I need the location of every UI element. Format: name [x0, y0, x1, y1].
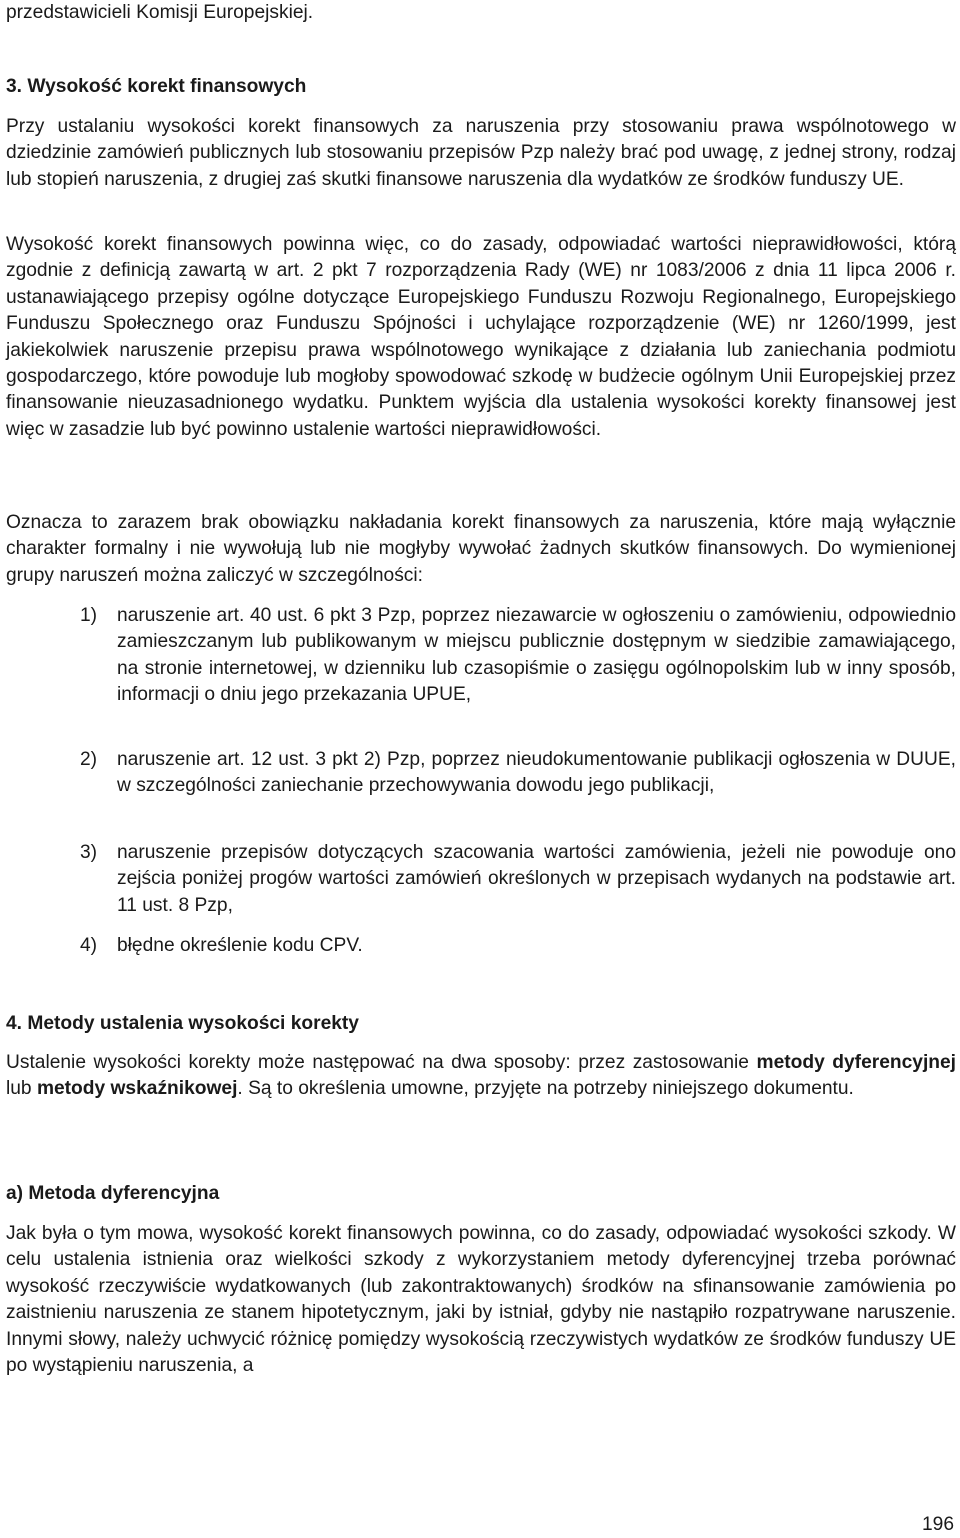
list-item-number: 1) — [80, 605, 98, 626]
list-item — [80, 747, 956, 800]
page-number: 196 — [921, 1514, 954, 1535]
section-a-heading: a) Metoda dyferencyjna — [6, 1183, 220, 1204]
section-a-paragraph-1: Jak była o tym mowa, wysokość korekt finansowych powinna, co do zasady, odpowiadać wysokości szkody. W celu ustalenia istnienia oraz wielkości szkody z wykorzystaniem metody dyferencyjnej trzeba porównać wysokość rzeczywiście wydatkowanych (lub zakontraktowanych) środków na sfinansowanie zamówienia po zaistnieniu naruszenia ze stanem hipotetycznym, jaki by istniał, gdyby nie nastąpiło rozpatrywane naruszenie. Innymi słowy, należy uchwycić różnicę pomiędzy wysokością rzeczywistych wydatków ze środków funduszy UE po wystąpieniu naruszenia, a — [6, 1223, 956, 1377]
list-item — [80, 933, 956, 959]
list-item-text: błędne określenie kodu CPV. — [117, 935, 363, 956]
section-3-heading: 3. Wysokość korekt finansowych — [6, 76, 307, 97]
intro-tail-text: przedstawicieli Komisji Europejskiej. — [6, 2, 314, 23]
list-item — [80, 840, 956, 919]
section-4-heading: 4. Metody ustalenia wysokości korekty — [6, 1013, 359, 1034]
list-item-number: 4) — [80, 935, 98, 956]
section-3-paragraph-3: Oznacza to zarazem brak obowiązku nakładania korekt finansowych za naruszenia, które mają wyłącznie charakter formalny i nie wywołują lub nie mogłyby wywołać żadnych skutków finansowych. Do wymienionej grupy naruszeń można zaliczyć w szczególności: — [6, 512, 956, 586]
section-3-paragraph-2: Wysokość korekt finansowych powinna więc, co do zasady, odpowiadać wartości nieprawidłowości, którą zgodnie z definicją zawartą w art. 2 pkt 7 rozporządzenia Rady (WE) nr 1083/2006 z dnia 11 lipca 2006 r. ustanawiającego przepisy ogólne dotyczące Europejskiego Funduszu Rozwoju Regionalnego, Europejskiego Funduszu Społecznego oraz Funduszu Spójności i uchylające rozporządzenie (WE) nr 1260/1999, jest jakiekolwiek naruszenie przepisu prawa wspólnotowego wynikające z działania lub zaniechania podmiotu gospodarczego, które powoduje lub mogłoby spowodować szkodę w budżecie ogólnym Unii Europejskiej przez finansowanie nieuzasadnionego wydatku. Punktem wyjścia dla ustalenia wysokości korekty finansowej jest więc w zasadzie lub być powinno ustalenie wartości nieprawidłowości. — [6, 234, 956, 440]
list-item — [80, 603, 956, 709]
section-4-paragraph-1 — [6, 1050, 956, 1103]
list-item-number: 2) — [80, 749, 98, 770]
list-item-text: naruszenie art. 40 ust. 6 pkt 3 Pzp, poprzez niezawarcie w ogłoszeniu o zamówieniu, odpowiednio zamieszczanym lub publikowanym w miejscu publicznie dostępnym w siedzibie zamawiającego, na stronie internetowej, w dzienniku lub czasopiśmie o zasięgu ogólnopolskim lub w inny sposób, informacji o dniu jego przekazania UPUE, — [117, 605, 956, 706]
text-run: Ustalenie wysokości korekty może następować na dwa sposoby: przez zastosowanie — [6, 1052, 757, 1073]
document-page — [6, 0, 956, 1532]
term-indicator-method: metody wskaźnikowej — [36, 1078, 238, 1100]
list-item-number: 3) — [80, 842, 98, 863]
text-run: lub — [6, 1078, 37, 1100]
list-item-text: naruszenie art. 12 ust. 3 pkt 2) Pzp, poprzez nieudokumentowanie publikacji ogłoszenia w DUUE, w szczególności zaniechanie przechowywania dowodu jego publikacji, — [117, 749, 956, 797]
text-run: . Są to określenia umowne, przyjęte na potrzeby niniejszego dokumentu. — [237, 1078, 854, 1100]
section-3-paragraph-1: Przy ustalaniu wysokości korekt finansowych za naruszenia przy stosowaniu prawa wspólnotowego w dziedzinie zamówień publicznych lub stosowaniu przepisów Pzp należy brać pod uwagę, z jednej strony, rodzaj lub stopień naruszenia, z drugiej zaś skutki finansowe naruszenia dla wydatków ze środków funduszy UE. — [6, 116, 956, 190]
term-differential-method: metody dyferencyjnej — [756, 1052, 956, 1073]
list-item-text: naruszenie przepisów dotyczących szacowania wartości zamówienia, jeżeli nie powoduje ono zejścia poniżej progów wartości zamówień określonych w przepisach wydanych na podstawie art. 11 ust. 8 Pzp, — [117, 842, 956, 916]
